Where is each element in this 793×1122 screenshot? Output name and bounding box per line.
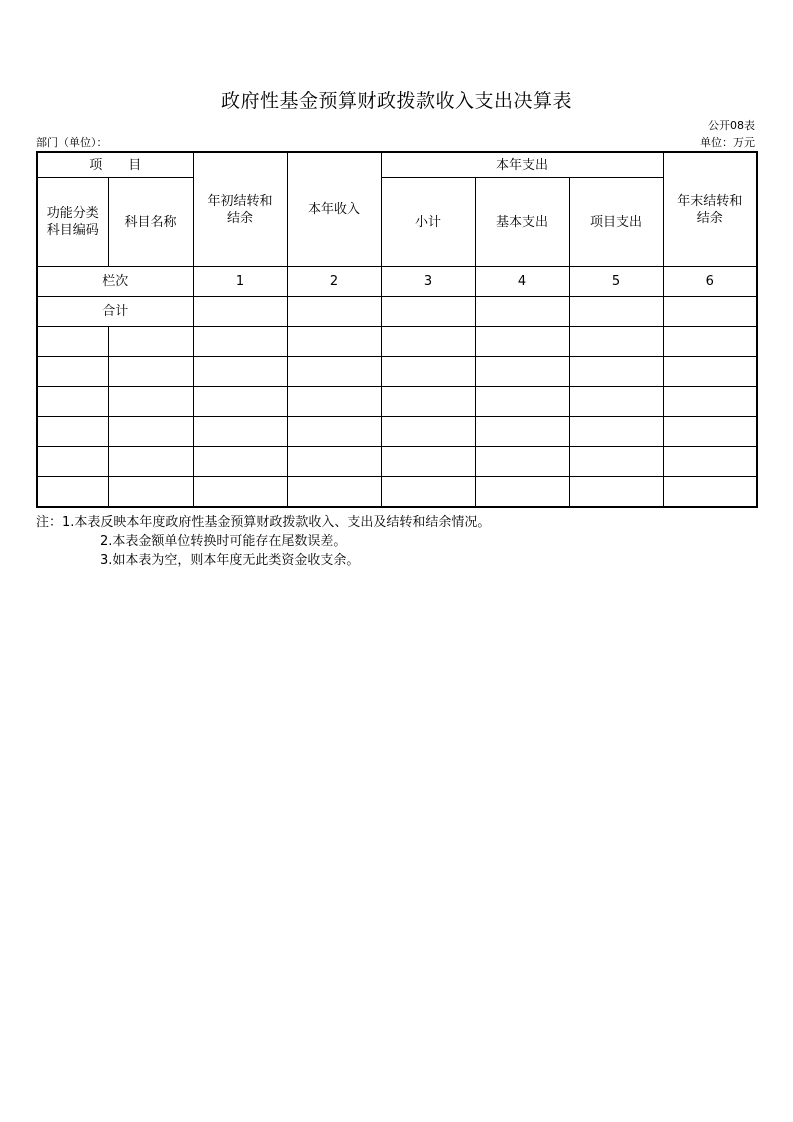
table-cell (108, 447, 193, 477)
table-cell (381, 417, 475, 447)
table-cell (193, 357, 287, 387)
table-cell (381, 477, 475, 508)
table-row (37, 447, 757, 477)
header-func-code: 功能分类科目编码 (37, 178, 108, 267)
table-cell (663, 417, 757, 447)
table-cell (108, 387, 193, 417)
table-row (37, 477, 757, 508)
table-cell (287, 357, 381, 387)
table-cell (663, 447, 757, 477)
unit-label: 单位：万元 (700, 136, 755, 149)
table-cell (569, 357, 663, 387)
column-index-row (37, 267, 757, 297)
table-cell (475, 417, 569, 447)
table-cell (287, 297, 381, 327)
table-cell (37, 417, 108, 447)
table-cell (193, 327, 287, 357)
table-cell (475, 297, 569, 327)
column-number: 6 (663, 267, 757, 297)
header-expense-group: 本年支出 (381, 152, 663, 178)
form-number: 公开08表 (708, 119, 755, 132)
table-cell (287, 447, 381, 477)
table-cell (475, 357, 569, 387)
total-label: 合计 (37, 297, 193, 327)
header-item: 项 目 (37, 152, 193, 178)
table-cell (287, 417, 381, 447)
page-title: 政府性基金预算财政拨款收入支出决算表 (220, 90, 572, 112)
table-cell (108, 357, 193, 387)
header-subtotal: 小计 (381, 178, 475, 267)
table-cell (475, 387, 569, 417)
note-3: 3.如本表为空，则本年度无此类资金收支余。 (100, 553, 360, 568)
column-number: 5 (569, 267, 663, 297)
table-cell (569, 387, 663, 417)
table-cell (663, 477, 757, 508)
table-cell (108, 477, 193, 508)
note-1: 注：1.本表反映本年度政府性基金预算财政拨款收入、支出及结转和结余情况。 (36, 515, 491, 530)
table-cell (37, 447, 108, 477)
table-cell (569, 297, 663, 327)
table-cell (569, 477, 663, 508)
table-cell (663, 387, 757, 417)
column-number: 1 (193, 267, 287, 297)
table-cell (287, 387, 381, 417)
department-label: 部门（单位）： (36, 136, 108, 149)
table-cell (381, 297, 475, 327)
table-cell (569, 327, 663, 357)
total-row (37, 297, 757, 327)
table-cell (663, 297, 757, 327)
table-row (37, 387, 757, 417)
table-cell (569, 417, 663, 447)
table-cell (193, 417, 287, 447)
table-cell (475, 327, 569, 357)
note-2: 2.本表金额单位转换时可能存在尾数误差。 (100, 534, 347, 549)
table-cell (663, 327, 757, 357)
table-cell (381, 357, 475, 387)
table-cell (108, 417, 193, 447)
column-number: 2 (287, 267, 381, 297)
table-cell (381, 327, 475, 357)
table-cell (37, 387, 108, 417)
column-index-label: 栏次 (37, 267, 193, 297)
table-cell (663, 357, 757, 387)
header-basic-expense: 基本支出 (475, 178, 569, 267)
table-cell (37, 327, 108, 357)
header-begin-balance: 年初结转和结余 (193, 152, 287, 267)
table-row (37, 357, 757, 387)
fund-budget-table (36, 151, 758, 508)
table-cell (193, 477, 287, 508)
header-end-balance: 年末结转和结余 (663, 152, 757, 267)
notes (36, 513, 490, 570)
table-cell (287, 477, 381, 508)
header-project-expense: 项目支出 (569, 178, 663, 267)
header-income: 本年收入 (287, 152, 381, 267)
table-cell (37, 357, 108, 387)
header-subject-name: 科目名称 (108, 178, 193, 267)
table-cell (193, 447, 287, 477)
column-number: 4 (475, 267, 569, 297)
table-cell (475, 477, 569, 508)
table-cell (475, 447, 569, 477)
table-cell (381, 387, 475, 417)
table-cell (569, 447, 663, 477)
table-row (37, 417, 757, 447)
table-cell (37, 477, 108, 508)
table-cell (193, 387, 287, 417)
column-number: 3 (381, 267, 475, 297)
table-row (37, 327, 757, 357)
table-cell (108, 327, 193, 357)
table-cell (193, 297, 287, 327)
table-cell (287, 327, 381, 357)
table-cell (381, 447, 475, 477)
